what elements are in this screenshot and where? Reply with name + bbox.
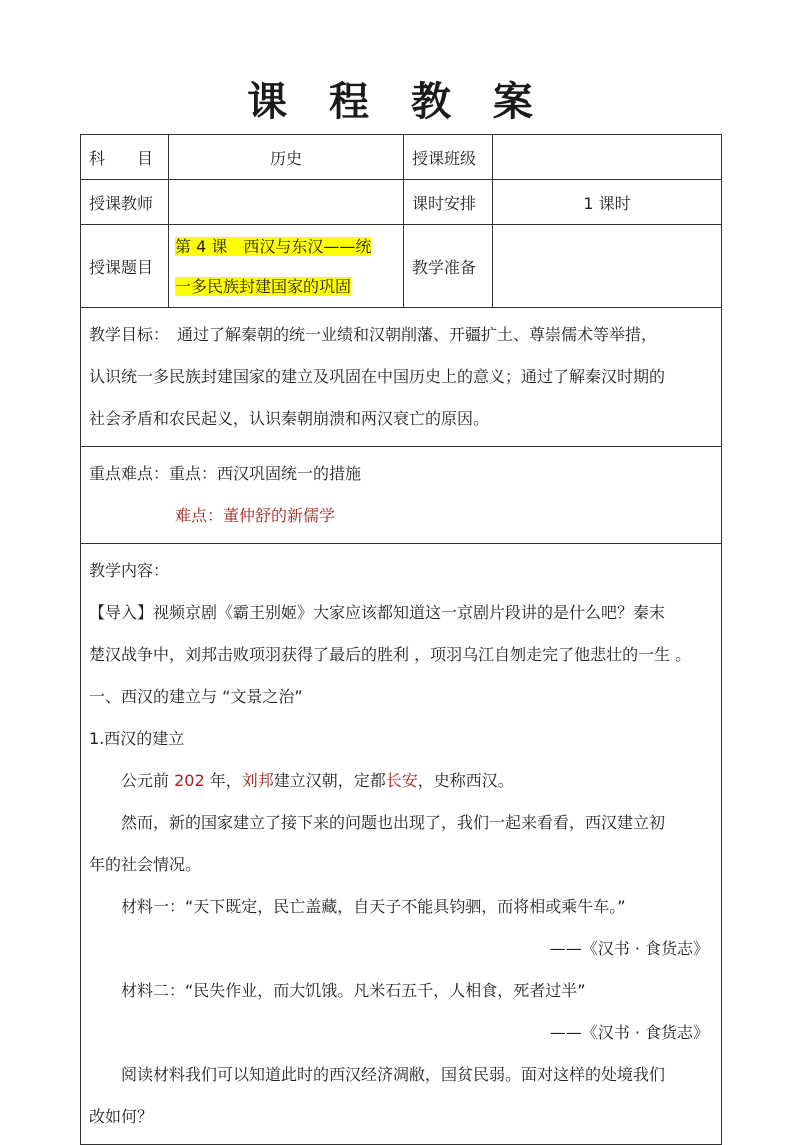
goals-line-3: 社会矛盾和农民起义，认识秦朝崩溃和两汉衰亡的原因。	[89, 409, 490, 428]
key-points-cell	[81, 447, 722, 544]
paragraph-question-2: 改如何？	[89, 1107, 154, 1126]
paragraph-situation-1: 然而，新的国家建立了接下来的问题也出现了，我们一起来看看，西汉建立初	[121, 813, 666, 832]
teacher-label: 授课教师	[81, 180, 169, 225]
section-heading: 一、西汉的建立与 “文景之治”	[89, 687, 303, 706]
prep-label: 教学准备	[404, 225, 493, 308]
subsection-heading: 1.西汉的建立	[89, 729, 185, 748]
class-label: 授课班级	[404, 135, 493, 180]
paragraph-question-1: 阅读材料我们可以知道此时的西汉经济凋敝，国贫民弱。面对这样的处境我们	[121, 1065, 666, 1084]
lesson-plan-table	[80, 134, 722, 1145]
subject-label: 科 目	[81, 135, 169, 180]
difficult-point-text: 难点：董仲舒的新儒学	[175, 506, 336, 525]
table-row	[81, 308, 722, 447]
material-one: 材料一：“天下既定，民亡盖藏，自天子不能具钧驷，而将相或乘牛车。”	[121, 897, 626, 916]
table-row	[81, 135, 722, 180]
topic-line-1: 第 4 课 西汉与东汉——统	[175, 237, 372, 256]
class-value	[493, 135, 722, 180]
goals-line-1	[89, 314, 713, 356]
teacher-value	[169, 180, 404, 225]
table-row	[81, 225, 722, 308]
topic-line-2: 一多民族封建国家的巩固	[175, 277, 352, 296]
paragraph-founding: 公元前 202 年，刘邦建立汉朝，定都长安，史称西汉。	[121, 771, 514, 790]
table-row	[81, 180, 722, 225]
goals-text: 通过了解秦朝的统一业绩和汉朝削藩、开疆扩土、尊崇儒术等举措，	[161, 325, 658, 344]
table-row	[81, 544, 722, 1145]
material-two-source: ——《汉书 · 食货志》	[549, 1023, 709, 1042]
key-points-label: 重点难点：	[89, 464, 170, 483]
person-text: 刘邦	[241, 771, 274, 790]
prep-value	[493, 225, 722, 308]
goals-cell	[81, 308, 722, 447]
key-point-text: 重点：西汉巩固统一的措施	[169, 464, 362, 483]
paragraph-situation-2: 年的社会情况。	[89, 855, 202, 874]
page-title: 课 程 教 案	[247, 79, 547, 125]
goals-line-2: 认识统一多民族封建国家的建立及巩固在中国历史上的意义；通过了解秦汉时期的	[89, 367, 666, 386]
hours-value: 1 课时	[493, 180, 722, 225]
content-cell	[81, 544, 722, 1145]
subject-value: 历史	[169, 135, 404, 180]
year-text: 202	[174, 771, 205, 790]
hours-label: 课时安排	[404, 180, 493, 225]
topic-cell	[169, 225, 404, 308]
content-label: 教学内容：	[89, 561, 170, 580]
city-text: 长安	[385, 771, 418, 790]
material-one-source: ——《汉书 · 食货志》	[549, 939, 709, 958]
key-point-line	[89, 453, 713, 495]
goals-label: 教学目标：	[89, 325, 162, 344]
topic-label: 授课题目	[81, 225, 169, 308]
material-two: 材料二：“民失作业，而大饥饿。凡米石五千，人相食，死者过半”	[121, 981, 586, 1000]
table-row	[81, 447, 722, 544]
intro-line-1: 【导入】视频京剧《霸王别姬》大家应该都知道这一京剧片段讲的是什么吧？秦末	[89, 603, 666, 622]
intro-line-2: 楚汉战争中，刘邦击败项羽获得了最后的胜利 ，项羽乌江自刎走完了他悲壮的一生 。	[89, 645, 692, 664]
